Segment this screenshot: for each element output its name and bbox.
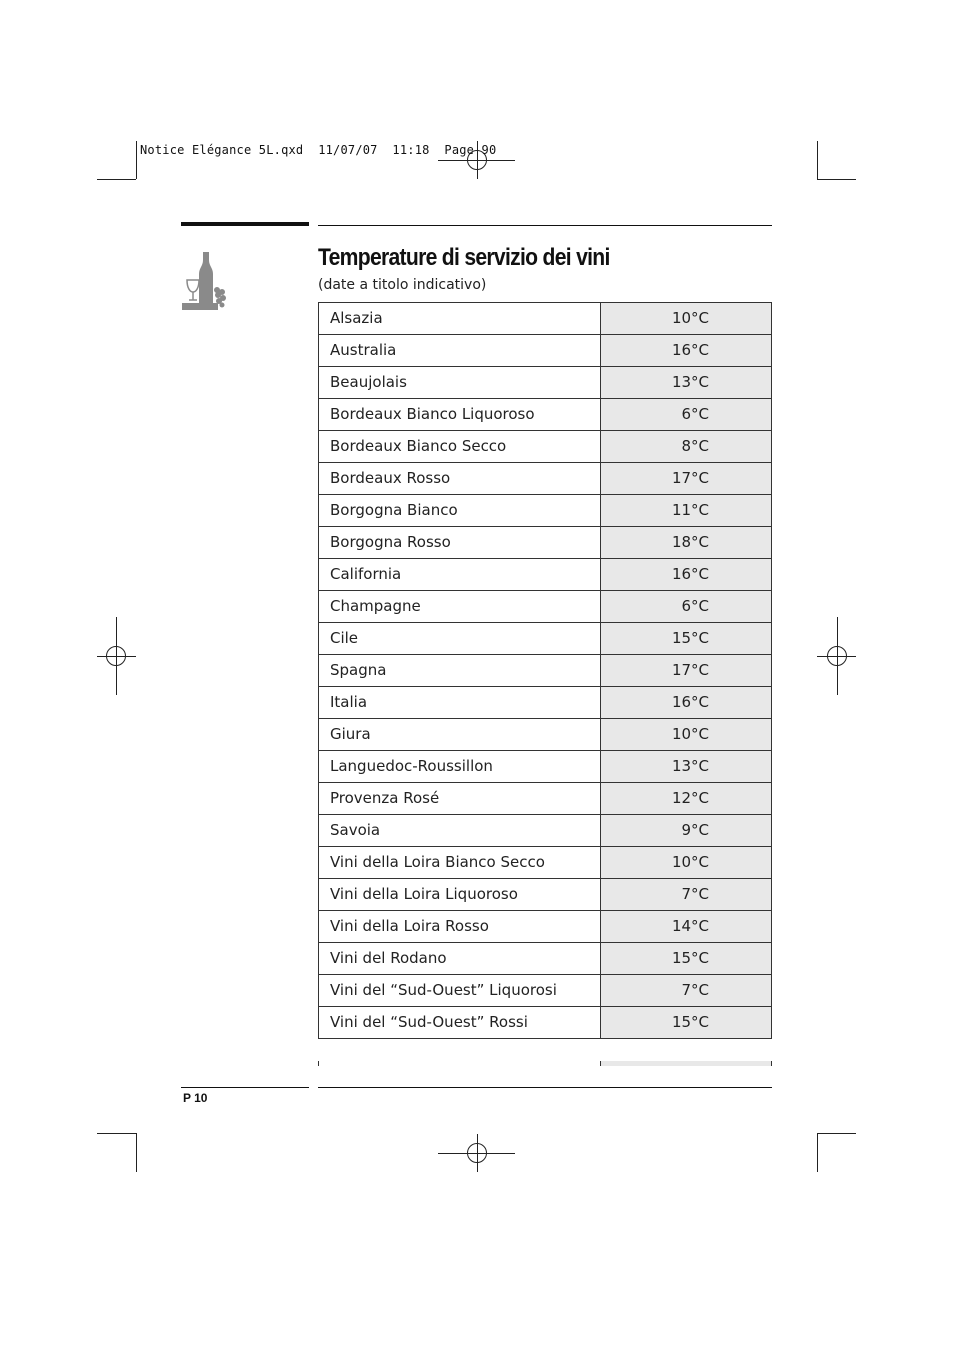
table-tail-left-border bbox=[318, 1061, 319, 1066]
table-row bbox=[319, 303, 772, 335]
header-thick-rule bbox=[181, 222, 309, 226]
table-row bbox=[319, 527, 772, 559]
table-row bbox=[319, 495, 772, 527]
table-row bbox=[319, 559, 772, 591]
page-subtitle: (date a titolo indicativo) bbox=[318, 277, 487, 293]
table-row bbox=[319, 1007, 772, 1039]
wine-temperature-cell: 12°C bbox=[601, 783, 772, 815]
wine-temperature-cell: 15°C bbox=[601, 623, 772, 655]
footer-rule-right bbox=[318, 1087, 772, 1088]
wine-temperature-cell: 17°C bbox=[601, 655, 772, 687]
wine-temperature-cell: 6°C bbox=[601, 399, 772, 431]
wine-temperature-cell: 6°C bbox=[601, 591, 772, 623]
wine-name-cell: Vini della Loira Bianco Secco bbox=[319, 847, 601, 879]
file-slug-line: Notice Elégance 5L.qxd 11/07/07 11:18 Page 90 bbox=[140, 143, 497, 157]
table-row bbox=[319, 367, 772, 399]
wine-name-cell: Italia bbox=[319, 687, 601, 719]
table-row bbox=[319, 655, 772, 687]
table-row bbox=[319, 943, 772, 975]
wine-temperature-cell: 16°C bbox=[601, 559, 772, 591]
wine-temperature-cell: 17°C bbox=[601, 463, 772, 495]
wine-temperature-cell: 13°C bbox=[601, 367, 772, 399]
wine-name-cell: Vini del “Sud-Ouest” Liquorosi bbox=[319, 975, 601, 1007]
wine-temperature-cell: 15°C bbox=[601, 1007, 772, 1039]
table-row bbox=[319, 591, 772, 623]
table-row bbox=[319, 879, 772, 911]
page-title: Temperature di servizio dei vini bbox=[318, 244, 610, 271]
table-row bbox=[319, 687, 772, 719]
table-tail-shade bbox=[601, 1061, 772, 1066]
wine-name-cell: Bordeaux Bianco Secco bbox=[319, 431, 601, 463]
wine-temperature-cell: 15°C bbox=[601, 943, 772, 975]
header-thin-rule bbox=[318, 225, 772, 226]
wine-temperature-cell: 7°C bbox=[601, 975, 772, 1007]
wine-temperature-table bbox=[318, 302, 772, 1039]
wine-temperature-cell: 8°C bbox=[601, 431, 772, 463]
table-row bbox=[319, 751, 772, 783]
wine-name-cell: Alsazia bbox=[319, 303, 601, 335]
wine-name-cell: Bordeaux Rosso bbox=[319, 463, 601, 495]
wine-name-cell: Savoia bbox=[319, 815, 601, 847]
table-tail-right-border bbox=[771, 1061, 772, 1066]
table-row bbox=[319, 399, 772, 431]
wine-temperature-cell: 10°C bbox=[601, 719, 772, 751]
table-row bbox=[319, 975, 772, 1007]
wine-name-cell: Beaujolais bbox=[319, 367, 601, 399]
table-row bbox=[319, 623, 772, 655]
wine-name-cell: Spagna bbox=[319, 655, 601, 687]
wine-name-cell: Cile bbox=[319, 623, 601, 655]
wine-name-cell: Provenza Rosé bbox=[319, 783, 601, 815]
wine-temperature-cell: 14°C bbox=[601, 911, 772, 943]
page-number: P 10 bbox=[183, 1091, 208, 1105]
wine-temperature-cell: 10°C bbox=[601, 303, 772, 335]
table-row bbox=[319, 719, 772, 751]
table-row bbox=[319, 463, 772, 495]
wine-name-cell: Vini del “Sud-Ouest” Rossi bbox=[319, 1007, 601, 1039]
wine-name-cell: Borgogna Rosso bbox=[319, 527, 601, 559]
wine-name-cell: Borgogna Bianco bbox=[319, 495, 601, 527]
wine-temperature-cell: 16°C bbox=[601, 335, 772, 367]
wine-name-cell: Bordeaux Bianco Liquoroso bbox=[319, 399, 601, 431]
wine-temperature-cell: 9°C bbox=[601, 815, 772, 847]
table-row bbox=[319, 847, 772, 879]
table-row bbox=[319, 911, 772, 943]
table-row bbox=[319, 431, 772, 463]
wine-name-cell: Languedoc-Roussillon bbox=[319, 751, 601, 783]
table-row bbox=[319, 815, 772, 847]
wine-name-cell: Vini del Rodano bbox=[319, 943, 601, 975]
wine-temperature-cell: 11°C bbox=[601, 495, 772, 527]
footer-rule-left bbox=[181, 1087, 309, 1088]
wine-name-cell: Giura bbox=[319, 719, 601, 751]
wine-bottle-glass-grapes-icon bbox=[181, 250, 229, 312]
wine-temperature-cell: 7°C bbox=[601, 879, 772, 911]
wine-temperature-cell: 13°C bbox=[601, 751, 772, 783]
wine-name-cell: Vini della Loira Rosso bbox=[319, 911, 601, 943]
wine-temperature-cell: 16°C bbox=[601, 687, 772, 719]
wine-name-cell: California bbox=[319, 559, 601, 591]
table-row bbox=[319, 783, 772, 815]
wine-temperature-cell: 18°C bbox=[601, 527, 772, 559]
table-row bbox=[319, 335, 772, 367]
wine-name-cell: Vini della Loira Liquoroso bbox=[319, 879, 601, 911]
wine-name-cell: Australia bbox=[319, 335, 601, 367]
wine-name-cell: Champagne bbox=[319, 591, 601, 623]
wine-temperature-cell: 10°C bbox=[601, 847, 772, 879]
